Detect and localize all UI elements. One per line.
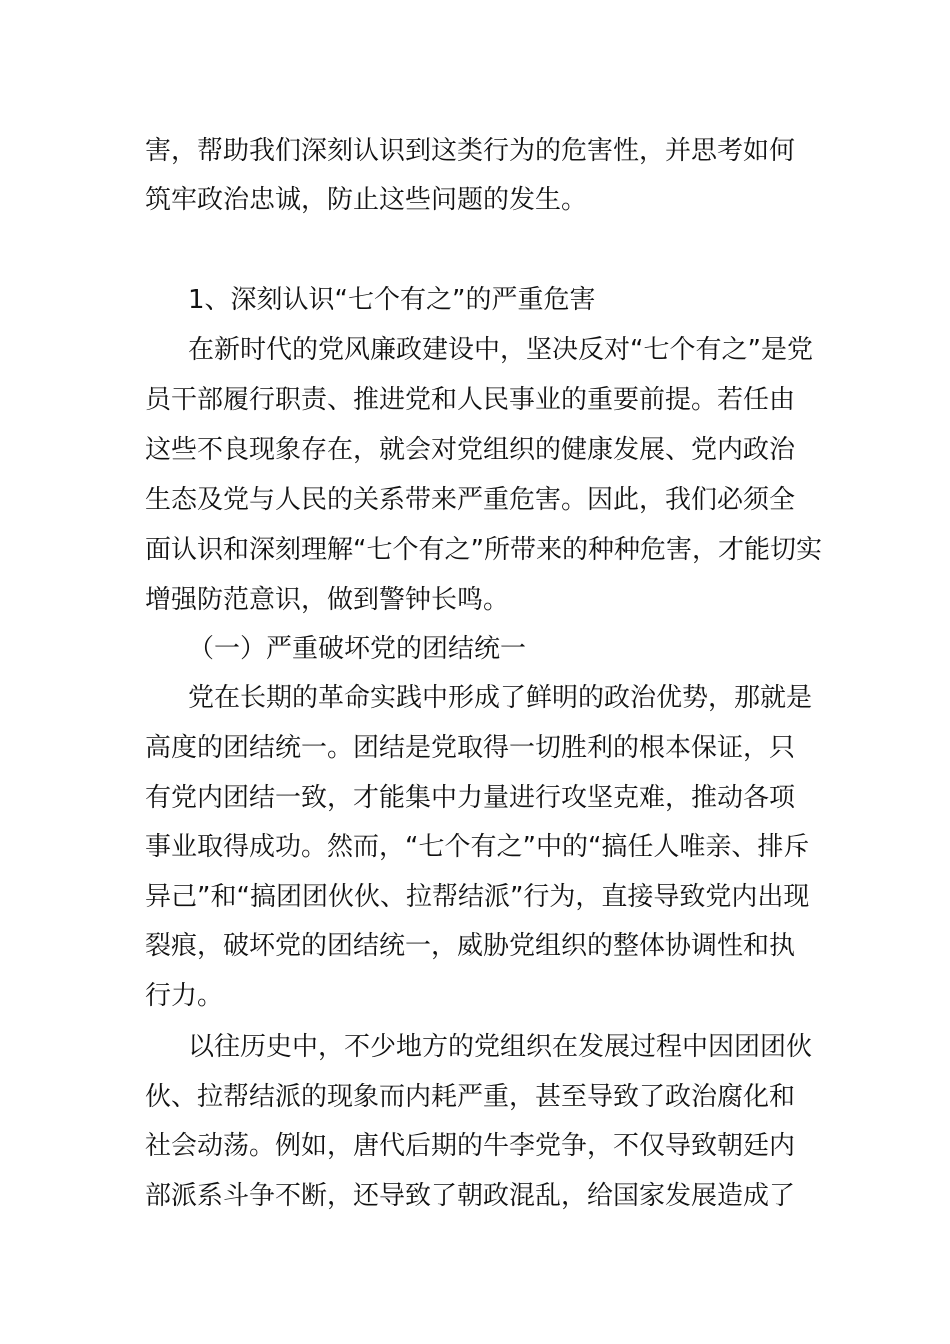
text-line: 生态及党与人民的关系带来严重危害。因此，我们必须全	[145, 485, 796, 515]
subsection-heading: （一）严重破坏党的团结统一	[188, 634, 527, 664]
text-line: 增强防范意识，做到警钟长鸣。	[145, 585, 510, 615]
text-line: 裂痕，破坏党的团结统一，威胁党组织的整体协调性和执	[145, 931, 796, 961]
text-line: 事业取得成功。然而，“七个有之”中的“搞任人唯亲、排斥	[145, 832, 810, 862]
text-line: 有党内团结一致，才能集中力量进行攻坚克难，推动各项	[145, 783, 796, 813]
paragraph-first-line: 以往历史中，不少地方的党组织在发展过程中因团团伙	[188, 1032, 813, 1062]
text-line: 害，帮助我们深刻认识到这类行为的危害性，并思考如何	[145, 136, 796, 166]
paragraph-first-line: 党在长期的革命实践中形成了鲜明的政治优势，那就是	[188, 683, 813, 713]
text-line: 这些不良现象存在，就会对党组织的健康发展、党内政治	[145, 435, 796, 465]
text-line: 高度的团结统一。团结是党取得一切胜利的根本保证，只	[145, 733, 796, 763]
text-line: 社会动荡。例如，唐代后期的牛李党争，不仅导致朝廷内	[145, 1131, 796, 1161]
text-line: 伙、拉帮结派的现象而内耗严重，甚至导致了政治腐化和	[145, 1082, 796, 1112]
text-line: 筑牢政治忠诚，防止这些问题的发生。	[145, 185, 588, 215]
text-line: 部派系斗争不断，还导致了朝政混乱，给国家发展造成了	[145, 1181, 796, 1211]
text-line: 面认识和深刻理解“七个有之”所带来的种种危害，才能切实	[145, 535, 822, 565]
text-line: 异己”和“搞团团伙伙、拉帮结派”行为，直接导致党内出现	[145, 882, 810, 912]
text-line: 行力。	[145, 981, 224, 1011]
text-line: 员干部履行职责、推进党和人民事业的重要前提。若任由	[145, 385, 796, 415]
paragraph-first-line: 在新时代的党风廉政建设中，坚决反对“七个有之”是党	[188, 335, 813, 365]
section-heading: 1、深刻认识“七个有之”的严重危害	[188, 285, 596, 315]
